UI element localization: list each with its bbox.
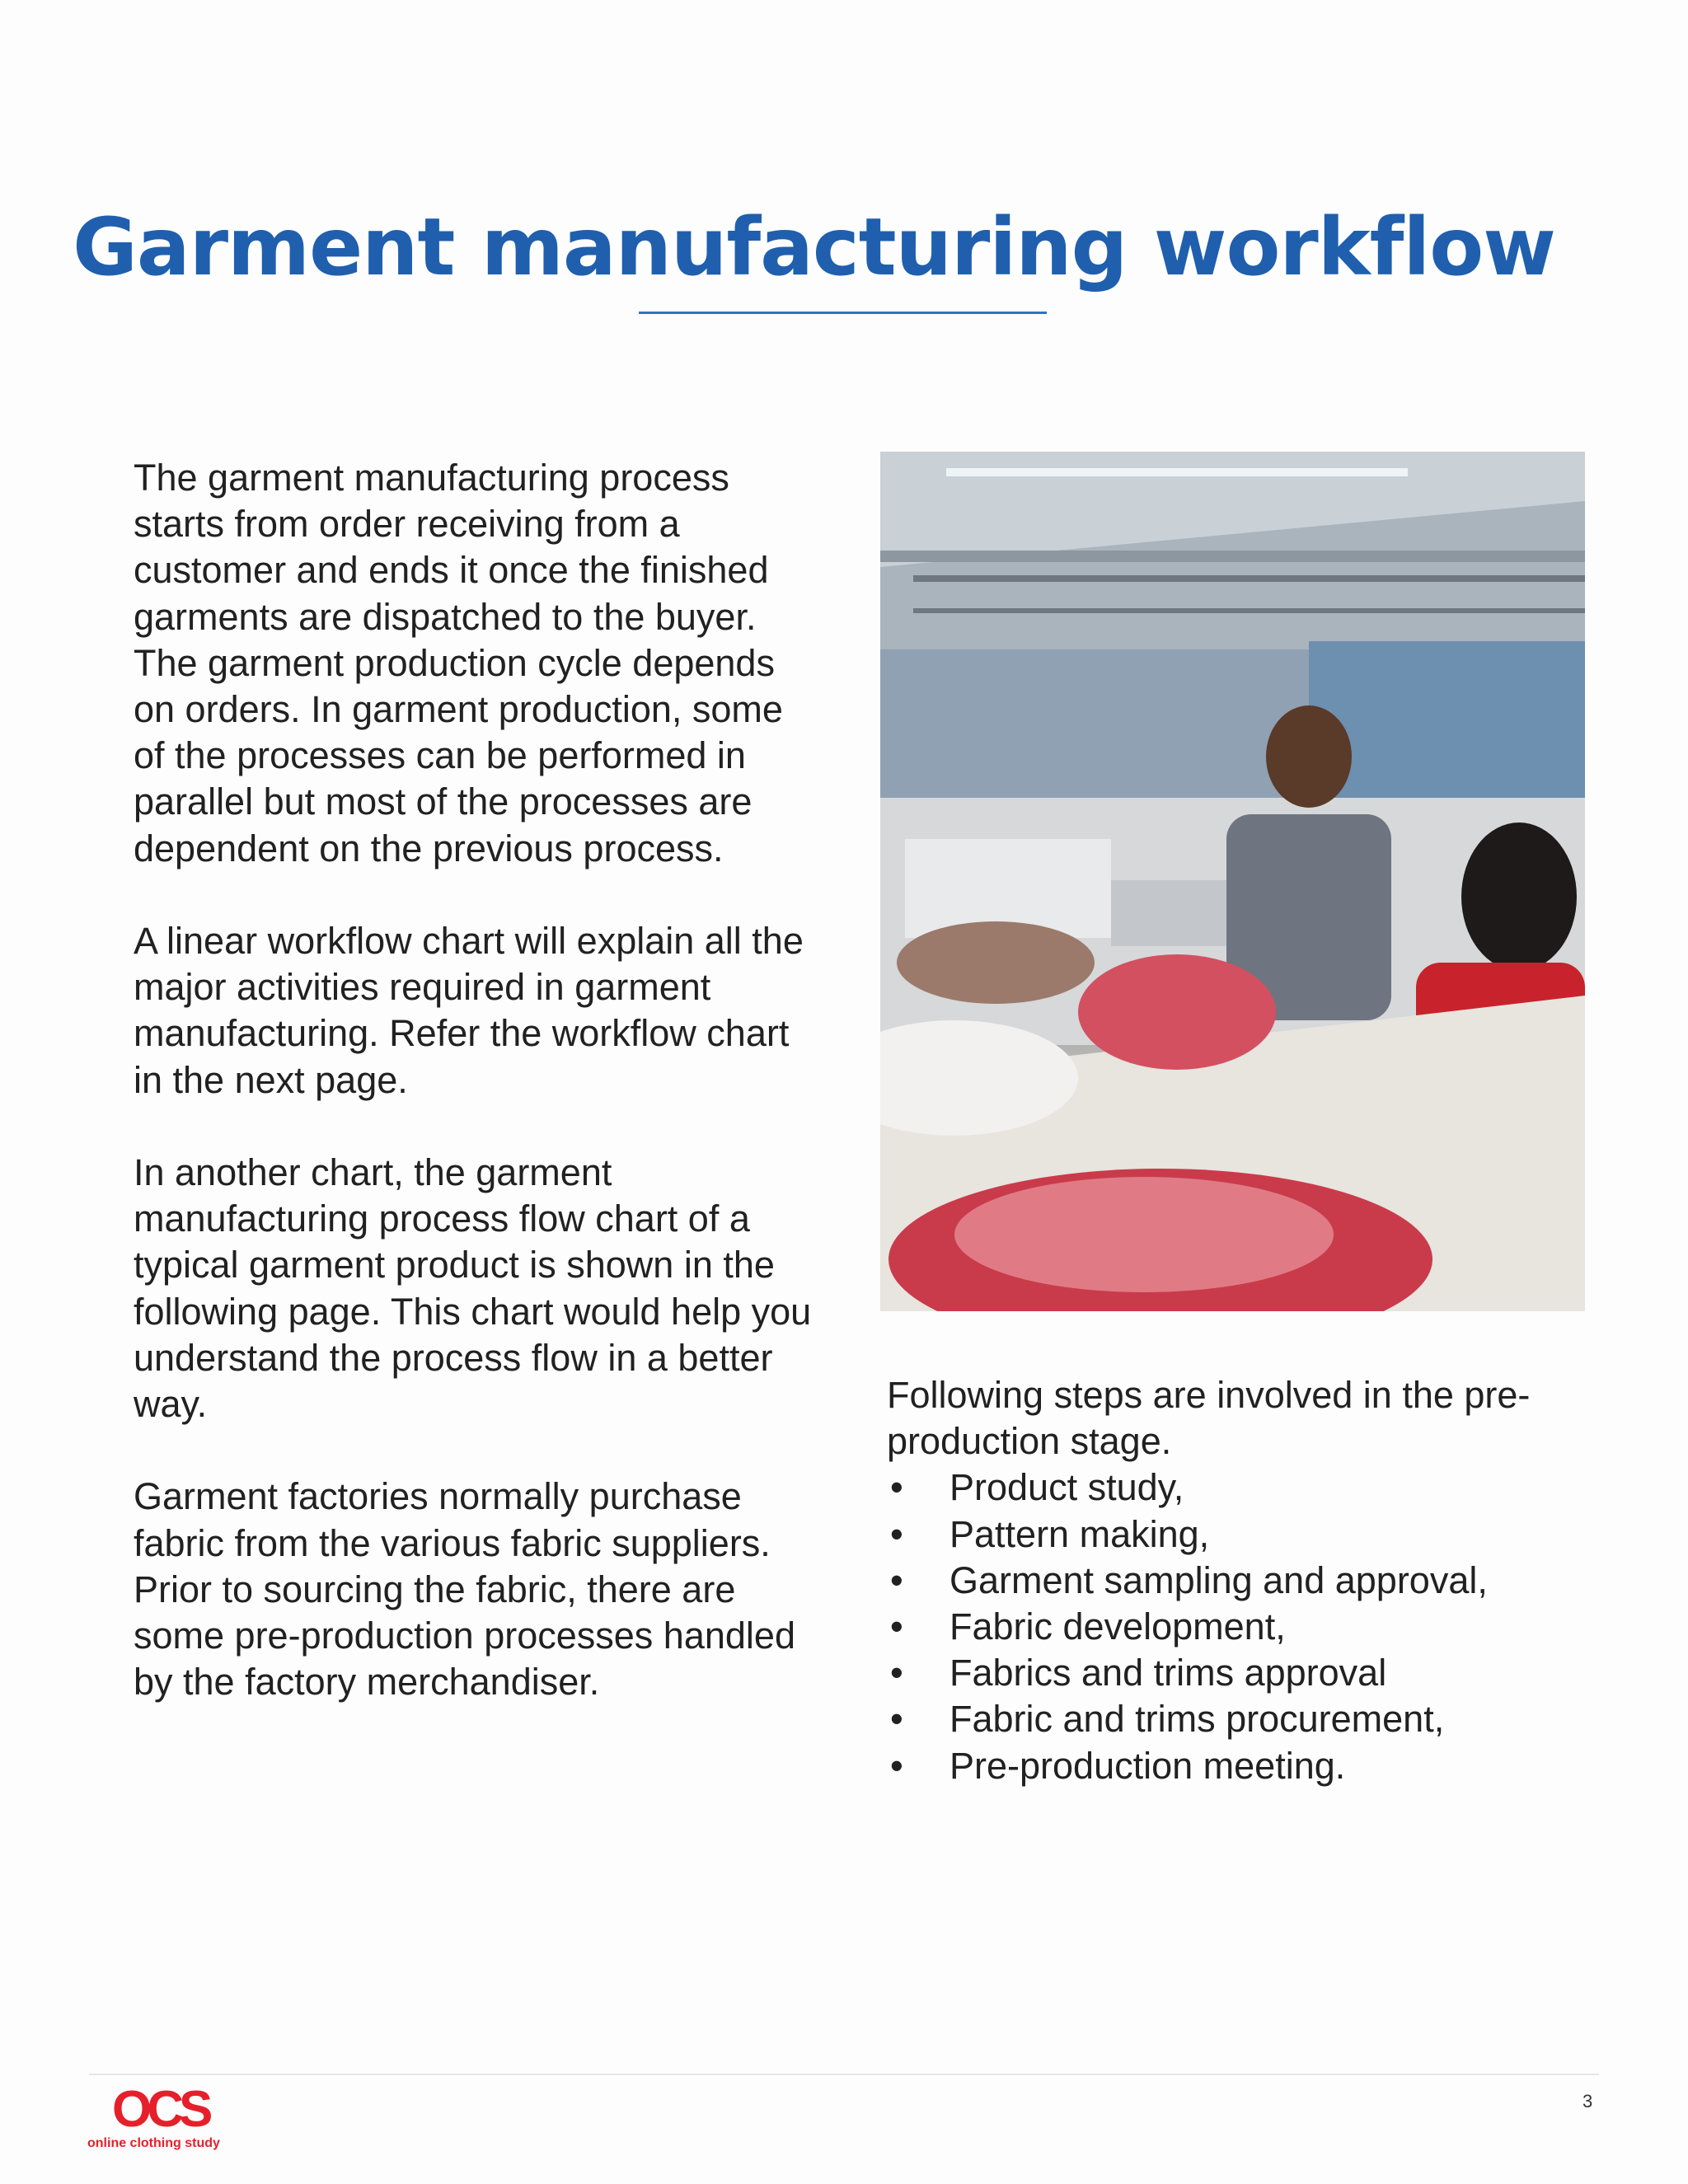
list-item: • Garment sampling and approval, <box>887 1558 1596 1604</box>
factory-photo <box>880 452 1585 1311</box>
logo-text: online clothing study <box>87 2136 220 2150</box>
paragraph-intro: The garment manufacturing process starts from order receiving from a customer and ends it once the finished garments are dispatched to the buyer. The garment production cycle depends on orders. In garment production, some of the processes can be performed in parallel but most of the processes are dependent on the previous process. <box>134 457 783 869</box>
paragraph-linear-workflow: A linear workflow chart will explain all the major activities required in garment manufacturing. Refer the workflow chart in the next page. <box>134 920 804 1101</box>
left-column <box>134 455 818 1752</box>
pre-production-intro: Following steps are involved in the pre-production stage. <box>887 1374 1531 1463</box>
pre-production-steps <box>887 1465 1596 1788</box>
paragraph-fabric-purchase: Garment factories normally purchase fabric from the various fabric suppliers. Prior to sourcing the fabric, there are some pre-production processes handled by the factory merchandiser. <box>134 1475 795 1704</box>
bullet-icon: • <box>890 1466 903 1509</box>
bullet-icon: • <box>890 1698 903 1741</box>
list-item: • Fabric development, <box>887 1604 1596 1650</box>
bullet-icon: • <box>890 1744 903 1787</box>
page-number: 3 <box>1582 2091 1593 2111</box>
bullet-icon: • <box>890 1605 903 1648</box>
paragraph-process-flow: In another chart, the garment manufacturing process flow chart of a typical garment product is shown in the following page. This chart would help you understand the process flow in a better way. <box>134 1151 812 1426</box>
list-item: • Pattern making, <box>887 1511 1596 1558</box>
bullet-icon: • <box>890 1512 903 1555</box>
page-title: Garment manufacturing workflow <box>73 201 1555 294</box>
list-item: • Fabrics and trims approval <box>887 1650 1596 1696</box>
list-item: • Fabric and trims procurement, <box>887 1696 1596 1742</box>
footer-divider <box>89 2074 1599 2075</box>
bullet-icon: • <box>890 1652 903 1694</box>
bullet-icon: • <box>890 1558 903 1601</box>
list-item: • Product study, <box>887 1465 1596 1511</box>
title-underline <box>639 312 1047 314</box>
logo-mark: OCS <box>112 2081 209 2138</box>
right-column <box>887 1372 1596 1789</box>
ocs-logo <box>87 2081 220 2151</box>
list-item: • Pre-production meeting. <box>887 1743 1596 1789</box>
